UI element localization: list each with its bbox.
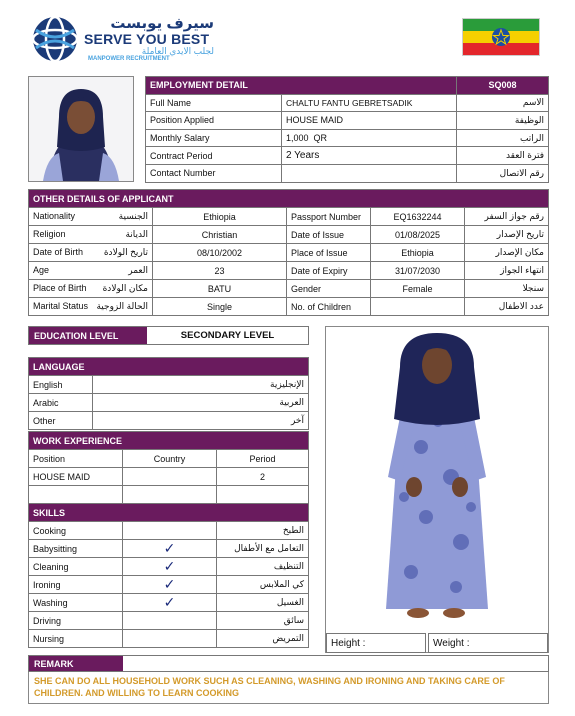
skill-check-icon: ✓	[123, 576, 217, 594]
table-row	[29, 594, 309, 612]
language-label: Arabic	[29, 394, 93, 412]
field-label: Full Name	[146, 94, 282, 112]
work-period: 2	[217, 468, 309, 486]
age-value: 23	[153, 262, 287, 280]
birth-date-value: 08/10/2002	[153, 244, 287, 262]
applicant-photo-portrait	[28, 76, 134, 182]
field-label-arabic: الوظيفة	[457, 112, 549, 130]
skill-label-arabic: كي الملابس	[217, 576, 309, 594]
work-experience-title: WORK EXPERIENCE	[29, 432, 309, 450]
education-level-value: SECONDARY LEVEL	[180, 330, 275, 341]
height-label: Height :	[331, 637, 366, 649]
marital-status-value: Single	[153, 298, 287, 316]
table-row	[29, 522, 309, 540]
weight-field	[428, 633, 548, 653]
religion-value: Christian	[153, 226, 287, 244]
skills-title: SKILLS	[29, 504, 309, 522]
field-label: Place of Issue	[287, 244, 371, 262]
skills-section	[28, 503, 309, 648]
children-count-value	[371, 298, 465, 316]
flag-icon	[463, 19, 539, 55]
issue-date-value: 01/08/2025	[371, 226, 465, 244]
remark-header	[28, 655, 549, 672]
skill-check-icon: ✓	[123, 594, 217, 612]
table-row	[29, 244, 549, 262]
company-tagline-arabic: لجلب الايدي العاملة	[141, 46, 214, 56]
field-label-arabic: رقم جواز السفر	[465, 208, 549, 226]
reference-number: SQ008	[457, 77, 549, 95]
table-row	[146, 147, 549, 165]
field-label: Nationality	[33, 211, 76, 221]
table-row	[29, 486, 309, 504]
field-label-arabic: الجنسية	[118, 211, 148, 221]
field-label: Place of Birth	[33, 283, 87, 293]
education-level-label: EDUCATION LEVEL	[29, 327, 147, 344]
skill-label: Washing	[29, 594, 123, 612]
field-label: Marital Status	[33, 301, 89, 311]
table-row	[29, 226, 549, 244]
table-row	[29, 208, 549, 226]
skill-check-icon	[123, 630, 217, 648]
language-label-arabic: العربية	[93, 394, 309, 412]
work-position: HOUSE MAID	[29, 468, 123, 486]
language-label-arabic: آخر	[93, 412, 309, 430]
salary-value: 1,000 QR	[282, 129, 457, 147]
skill-check-icon: ✓	[123, 558, 217, 576]
field-label-arabic: الديانة	[125, 229, 148, 239]
contact-number-value	[282, 164, 457, 182]
table-row	[29, 612, 309, 630]
nationality-value: Ethiopia	[153, 208, 287, 226]
skill-label: Cooking	[29, 522, 123, 540]
table-row	[29, 394, 309, 412]
place-of-issue-value: Ethiopia	[371, 244, 465, 262]
field-label: Passport Number	[287, 208, 371, 226]
applicant-photo-full-body-frame	[325, 326, 549, 653]
table-row	[29, 262, 549, 280]
table-row	[146, 112, 549, 130]
skill-label: Ironing	[29, 576, 123, 594]
field-label: Date of Issue	[287, 226, 371, 244]
contract-period-value: 2 Years	[282, 147, 457, 165]
ethiopia-flag	[462, 18, 540, 56]
position-value: HOUSE MAID	[282, 112, 457, 130]
table-row	[29, 576, 309, 594]
company-logo	[30, 14, 215, 64]
field-label-arabic: انتهاء الجواز	[465, 262, 549, 280]
field-label-arabic: مكان الإصدار	[465, 244, 549, 262]
field-label-arabic: الاسم	[457, 94, 549, 112]
employment-detail-title: EMPLOYMENT DETAIL	[146, 77, 457, 95]
skill-label-arabic: التنظيف	[217, 558, 309, 576]
place-of-birth-value: BATU	[153, 280, 287, 298]
skill-label-arabic: الغسيل	[217, 594, 309, 612]
table-row	[146, 94, 549, 112]
field-label-arabic: الراتب	[457, 129, 549, 147]
field-label: Gender	[287, 280, 371, 298]
globe-logo-icon	[30, 14, 80, 64]
other-details-title: OTHER DETAILS OF APPLICANT	[29, 190, 549, 208]
work-country	[123, 468, 217, 486]
work-period	[217, 486, 309, 504]
skill-label: Cleaning	[29, 558, 123, 576]
skill-label: Nursing	[29, 630, 123, 648]
field-label-arabic: عدد الاطفال	[465, 298, 549, 316]
language-section	[28, 357, 309, 430]
other-details-table	[28, 189, 549, 316]
table-row	[29, 630, 309, 648]
skill-label: Driving	[29, 612, 123, 630]
table-row	[29, 280, 549, 298]
column-header: Position	[29, 450, 123, 468]
skill-check-icon	[123, 612, 217, 630]
skill-label-arabic: سائق	[217, 612, 309, 630]
column-header: Period	[217, 450, 309, 468]
field-label: Religion	[33, 229, 66, 239]
field-label: No. of Children	[287, 298, 371, 316]
field-label: Position Applied	[146, 112, 282, 130]
company-name: SERVE YOU BEST	[84, 31, 210, 47]
field-label-arabic: العمر	[128, 265, 148, 275]
field-label: Date of Expiry	[287, 262, 371, 280]
measurements-row	[326, 633, 548, 653]
field-label-arabic: تاريخ الولادة	[103, 247, 148, 257]
company-tagline: MANPOWER RECRUITMENT	[88, 56, 170, 62]
skill-label: Babysitting	[29, 540, 123, 558]
field-label-arabic: تاريخ الإصدار	[465, 226, 549, 244]
height-field	[326, 633, 426, 653]
table-row	[146, 164, 549, 182]
language-label: English	[29, 376, 93, 394]
table-header-row	[29, 450, 309, 468]
field-label: Date of Birth	[33, 247, 84, 257]
employment-detail-table	[145, 76, 549, 183]
remark-text: SHE CAN DO ALL HOUSEHOLD WORK SUCH AS CLEANING, WASHING AND IRONING AND TAKING CARE OF CHILDREN. AND WILLING TO LEARN COOKING	[28, 672, 549, 704]
skill-check-icon: ✓	[123, 540, 217, 558]
column-header: Country	[123, 450, 217, 468]
work-experience-section	[28, 431, 309, 504]
remark-title: REMARK	[29, 656, 123, 671]
company-name-arabic: سيرف يوبست	[110, 15, 214, 32]
field-label-arabic: رقم الاتصال	[457, 164, 549, 182]
expiry-date-value: 31/07/2030	[371, 262, 465, 280]
skill-check-icon	[123, 522, 217, 540]
applicant-photo-full-body	[326, 327, 548, 625]
table-row	[29, 412, 309, 430]
language-title: LANGUAGE	[29, 358, 309, 376]
field-label-arabic: الحالة الزوجية	[96, 301, 148, 311]
work-position	[29, 486, 123, 504]
passport-number-value: EQ1632244	[371, 208, 465, 226]
skill-label-arabic: الطبخ	[217, 522, 309, 540]
table-row	[29, 540, 309, 558]
full-name-value: CHALTU FANTU GEBRETSADIK	[282, 94, 457, 112]
weight-label: Weight :	[433, 637, 470, 649]
field-label: Contract Period	[146, 147, 282, 165]
field-label: Contact Number	[146, 164, 282, 182]
field-label-arabic: فترة العقد	[457, 147, 549, 165]
table-row	[29, 298, 549, 316]
table-row	[29, 558, 309, 576]
field-label: Age	[33, 265, 50, 275]
skill-label-arabic: التعامل مع الأطفال	[217, 540, 309, 558]
table-row	[146, 129, 549, 147]
skill-label-arabic: التمريض	[217, 630, 309, 648]
field-label-arabic: مكان الولادة	[102, 283, 148, 293]
gender-value: Female	[371, 280, 465, 298]
language-label: Other	[29, 412, 93, 430]
language-label-arabic: الإنجليزية	[93, 376, 309, 394]
field-label-arabic: سنجلا	[465, 280, 549, 298]
field-label: Monthly Salary	[146, 129, 282, 147]
education-level-row	[28, 326, 309, 345]
work-country	[123, 486, 217, 504]
table-row	[29, 376, 309, 394]
table-row	[29, 468, 309, 486]
